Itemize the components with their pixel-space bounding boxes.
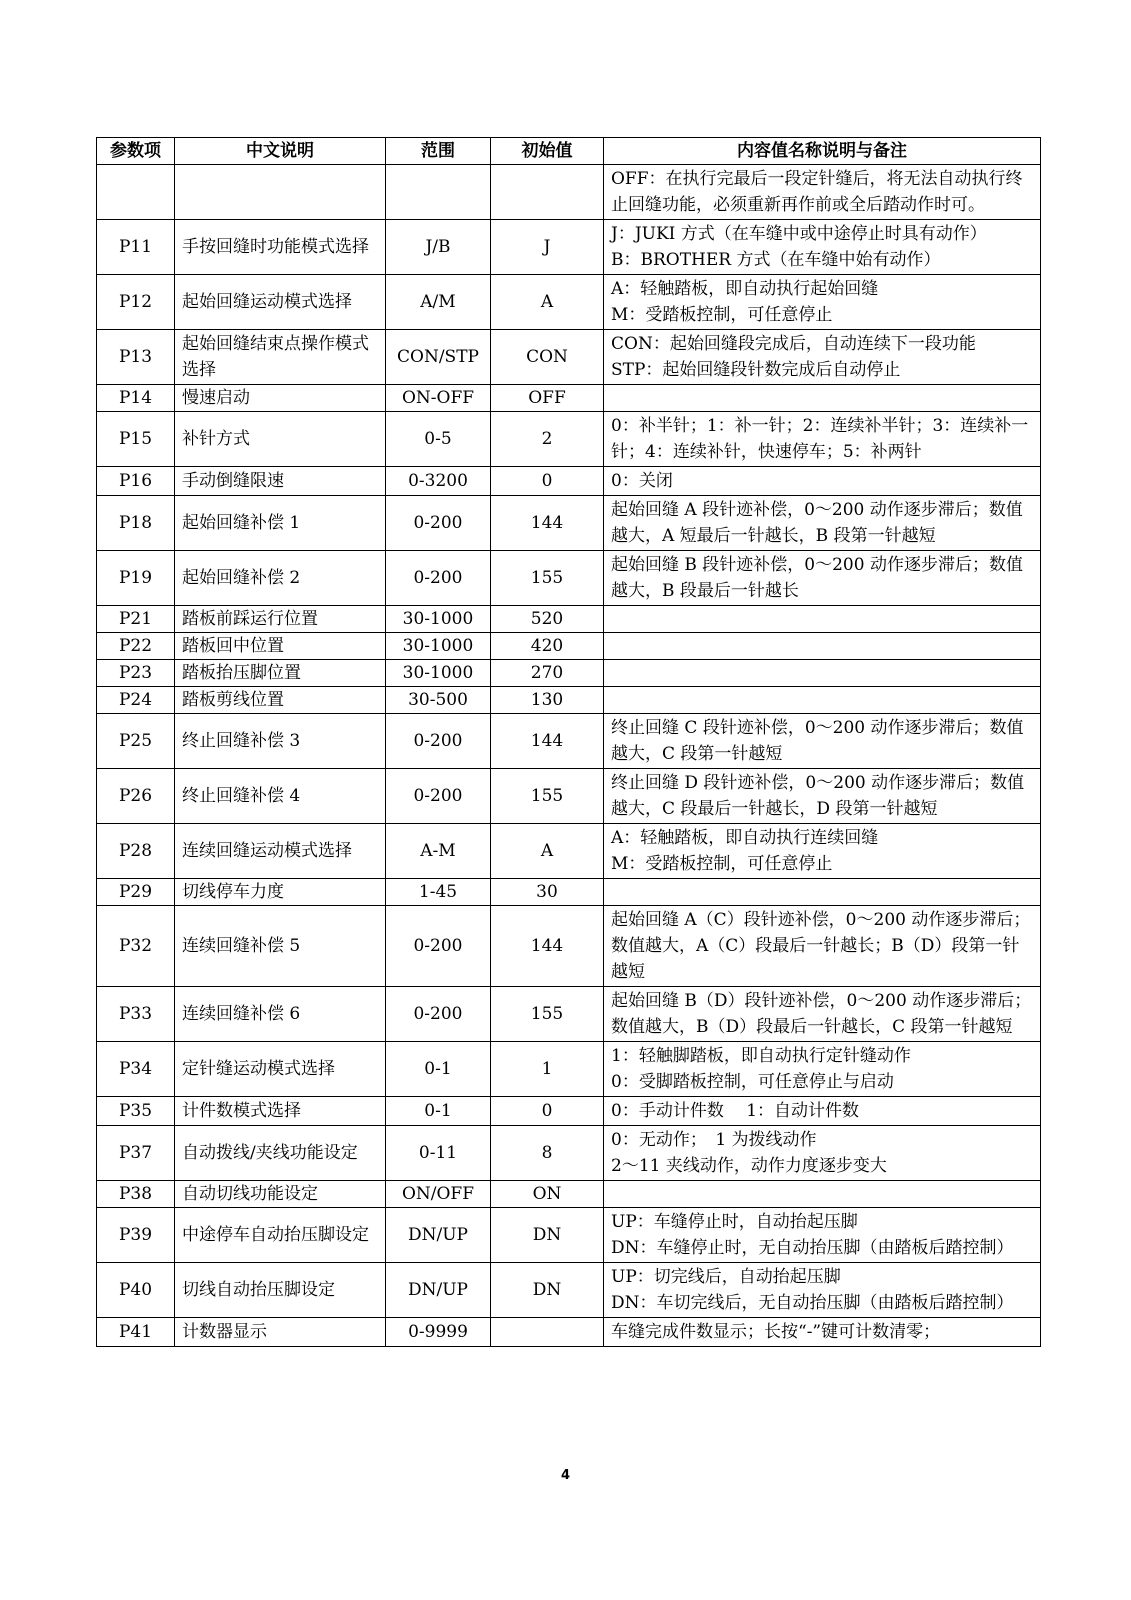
param-cell: P28: [97, 824, 175, 879]
remark-cell: A：轻触踏板，即自动执行连续回缝 M：受踏板控制，可任意停止: [604, 824, 1041, 879]
header-remark: 内容值名称说明与备注: [604, 138, 1041, 165]
param-cell: P32: [97, 906, 175, 987]
default-cell: 0: [491, 467, 604, 496]
description-cell: 踏板前踩运行位置: [175, 606, 386, 633]
range-cell: 0-1: [386, 1042, 491, 1097]
default-cell: 155: [491, 769, 604, 824]
header-range: 范围: [386, 138, 491, 165]
remark-cell: 终止回缝 D 段针迹补偿，0～200 动作逐步滞后；数值越大，C 段最后一针越长，D 段第一针越短: [604, 769, 1041, 824]
default-cell: 2: [491, 412, 604, 467]
range-cell: 0-200: [386, 769, 491, 824]
header-param: 参数项: [97, 138, 175, 165]
parameter-table: [96, 137, 1041, 1347]
description-cell: [175, 165, 386, 220]
description-cell: 慢速启动: [175, 385, 386, 412]
range-cell: A/M: [386, 275, 491, 330]
remark-cell: J：JUKI 方式（在车缝中或中途停止时具有动作） B：BROTHER 方式（在车缝中始有动作）: [604, 220, 1041, 275]
description-cell: 手动倒缝限速: [175, 467, 386, 496]
description-cell: 计件数模式选择: [175, 1097, 386, 1126]
param-cell: P38: [97, 1181, 175, 1208]
table-row: [97, 412, 1041, 467]
table-header-row: [97, 138, 1041, 165]
table-row: [97, 496, 1041, 551]
remark-cell: [604, 1181, 1041, 1208]
table-row: [97, 987, 1041, 1042]
range-cell: [386, 165, 491, 220]
table-row: [97, 660, 1041, 687]
param-cell: P19: [97, 551, 175, 606]
param-cell: P41: [97, 1318, 175, 1347]
param-cell: P12: [97, 275, 175, 330]
range-cell: A-M: [386, 824, 491, 879]
description-cell: 连续回缝补偿 6: [175, 987, 386, 1042]
remark-cell: 起始回缝 B（D）段针迹补偿，0～200 动作逐步滞后；数值越大，B（D）段最后一针越长，C 段第一针越短: [604, 987, 1041, 1042]
range-cell: 0-5: [386, 412, 491, 467]
default-cell: OFF: [491, 385, 604, 412]
remark-cell: [604, 687, 1041, 714]
header-default: 初始值: [491, 138, 604, 165]
description-cell: 起始回缝运动模式选择: [175, 275, 386, 330]
table-row: [97, 687, 1041, 714]
remark-cell: UP：切完线后，自动抬起压脚 DN：车切完线后，无自动抬压脚（由踏板后踏控制）: [604, 1263, 1041, 1318]
default-cell: 1: [491, 1042, 604, 1097]
default-cell: [491, 165, 604, 220]
default-cell: 144: [491, 714, 604, 769]
remark-cell: CON：起始回缝段完成后，自动连续下一段功能 STP：起始回缝段针数完成后自动停止: [604, 330, 1041, 385]
remark-cell: 起始回缝 A 段针迹补偿，0～200 动作逐步滞后；数值越大，A 短最后一针越长，B 段第一针越短: [604, 496, 1041, 551]
table-row: [97, 467, 1041, 496]
table-row: [97, 165, 1041, 220]
remark-cell: 0：无动作； 1 为拨线动作 2～11 夹线动作，动作力度逐步变大: [604, 1126, 1041, 1181]
description-cell: 终止回缝补偿 3: [175, 714, 386, 769]
default-cell: 420: [491, 633, 604, 660]
table-row: [97, 1263, 1041, 1318]
param-cell: P14: [97, 385, 175, 412]
remark-cell: [604, 606, 1041, 633]
range-cell: ON-OFF: [386, 385, 491, 412]
range-cell: 0-1: [386, 1097, 491, 1126]
param-cell: P29: [97, 879, 175, 906]
remark-cell: 起始回缝 A（C）段针迹补偿，0～200 动作逐步滞后；数值越大，A（C）段最后一针越长；B（D）段第一针越短: [604, 906, 1041, 987]
page-number: 4: [560, 1468, 571, 1483]
remark-cell: UP：车缝停止时，自动抬起压脚 DN：车缝停止时，无自动抬压脚（由踏板后踏控制）: [604, 1208, 1041, 1263]
range-cell: 0-200: [386, 496, 491, 551]
range-cell: J/B: [386, 220, 491, 275]
remark-cell: 起始回缝 B 段针迹补偿，0～200 动作逐步滞后；数值越大，B 段最后一针越长: [604, 551, 1041, 606]
param-cell: P16: [97, 467, 175, 496]
header-description: 中文说明: [175, 138, 386, 165]
remark-cell: OFF：在执行完最后一段定针缝后，将无法自动执行终止回缝功能，必须重新再作前或全后踏动作时可。: [604, 165, 1041, 220]
description-cell: 连续回缝补偿 5: [175, 906, 386, 987]
range-cell: 0-9999: [386, 1318, 491, 1347]
default-cell: CON: [491, 330, 604, 385]
range-cell: 30-1000: [386, 606, 491, 633]
range-cell: 30-1000: [386, 660, 491, 687]
description-cell: 切线自动抬压脚设定: [175, 1263, 386, 1318]
table-row: [97, 1181, 1041, 1208]
param-cell: P40: [97, 1263, 175, 1318]
description-cell: 踏板抬压脚位置: [175, 660, 386, 687]
remark-cell: 0：补半针；1：补一针；2：连续补半针；3：连续补一针；4：连续补针，快速停车；5：补两针: [604, 412, 1041, 467]
param-cell: P21: [97, 606, 175, 633]
table-row: [97, 824, 1041, 879]
remark-cell: 终止回缝 C 段针迹补偿，0～200 动作逐步滞后；数值越大，C 段第一针越短: [604, 714, 1041, 769]
table-row: [97, 879, 1041, 906]
default-cell: 0: [491, 1097, 604, 1126]
description-cell: 自动拨线/夹线功能设定: [175, 1126, 386, 1181]
table-row: [97, 275, 1041, 330]
table-row: [97, 1318, 1041, 1347]
range-cell: 0-200: [386, 551, 491, 606]
param-cell: P34: [97, 1042, 175, 1097]
description-cell: 起始回缝补偿 1: [175, 496, 386, 551]
range-cell: DN/UP: [386, 1263, 491, 1318]
param-cell: P35: [97, 1097, 175, 1126]
param-cell: P22: [97, 633, 175, 660]
param-cell: P25: [97, 714, 175, 769]
remark-cell: [604, 385, 1041, 412]
remark-cell: 0：关闭: [604, 467, 1041, 496]
table-row: [97, 220, 1041, 275]
table-row: [97, 633, 1041, 660]
default-cell: 155: [491, 551, 604, 606]
remark-cell: [604, 633, 1041, 660]
description-cell: 计数器显示: [175, 1318, 386, 1347]
default-cell: A: [491, 275, 604, 330]
table-row: [97, 1208, 1041, 1263]
param-cell: P18: [97, 496, 175, 551]
description-cell: 中途停车自动抬压脚设定: [175, 1208, 386, 1263]
default-cell: 8: [491, 1126, 604, 1181]
range-cell: 0-200: [386, 987, 491, 1042]
description-cell: 自动切线功能设定: [175, 1181, 386, 1208]
table-row: [97, 1097, 1041, 1126]
range-cell: 30-500: [386, 687, 491, 714]
range-cell: 0-3200: [386, 467, 491, 496]
default-cell: [491, 1318, 604, 1347]
table-row: [97, 714, 1041, 769]
description-cell: 补针方式: [175, 412, 386, 467]
range-cell: 1-45: [386, 879, 491, 906]
default-cell: 144: [491, 906, 604, 987]
remark-cell: 车缝完成件数显示；长按“-”键可计数清零；: [604, 1318, 1041, 1347]
description-cell: 起始回缝补偿 2: [175, 551, 386, 606]
table-row: [97, 1042, 1041, 1097]
range-cell: 0-200: [386, 714, 491, 769]
default-cell: DN: [491, 1208, 604, 1263]
param-cell: P13: [97, 330, 175, 385]
param-cell: [97, 165, 175, 220]
default-cell: J: [491, 220, 604, 275]
range-cell: ON/OFF: [386, 1181, 491, 1208]
default-cell: A: [491, 824, 604, 879]
description-cell: 切线停车力度: [175, 879, 386, 906]
default-cell: 144: [491, 496, 604, 551]
remark-cell: 1：轻触脚踏板，即自动执行定针缝动作 0：受脚踏板控制，可任意停止与启动: [604, 1042, 1041, 1097]
param-cell: P33: [97, 987, 175, 1042]
table-row: [97, 1126, 1041, 1181]
default-cell: 520: [491, 606, 604, 633]
description-cell: 踏板回中位置: [175, 633, 386, 660]
default-cell: 155: [491, 987, 604, 1042]
param-cell: P23: [97, 660, 175, 687]
default-cell: 270: [491, 660, 604, 687]
description-cell: 终止回缝补偿 4: [175, 769, 386, 824]
range-cell: 30-1000: [386, 633, 491, 660]
default-cell: DN: [491, 1263, 604, 1318]
table-row: [97, 551, 1041, 606]
remark-cell: [604, 660, 1041, 687]
param-cell: P39: [97, 1208, 175, 1263]
range-cell: 0-11: [386, 1126, 491, 1181]
description-cell: 定针缝运动模式选择: [175, 1042, 386, 1097]
description-cell: 手按回缝时功能模式选择: [175, 220, 386, 275]
remark-cell: 0：手动计件数 1：自动计件数: [604, 1097, 1041, 1126]
default-cell: 130: [491, 687, 604, 714]
range-cell: CON/STP: [386, 330, 491, 385]
remark-cell: A：轻触踏板，即自动执行起始回缝 M：受踏板控制，可任意停止: [604, 275, 1041, 330]
table-row: [97, 769, 1041, 824]
range-cell: 0-200: [386, 906, 491, 987]
range-cell: DN/UP: [386, 1208, 491, 1263]
param-cell: P26: [97, 769, 175, 824]
default-cell: 30: [491, 879, 604, 906]
param-cell: P11: [97, 220, 175, 275]
description-cell: 踏板剪线位置: [175, 687, 386, 714]
param-cell: P15: [97, 412, 175, 467]
param-cell: P37: [97, 1126, 175, 1181]
description-cell: 起始回缝结束点操作模式选择: [175, 330, 386, 385]
table-row: [97, 606, 1041, 633]
param-cell: P24: [97, 687, 175, 714]
remark-cell: [604, 879, 1041, 906]
table-row: [97, 330, 1041, 385]
table-row: [97, 906, 1041, 987]
description-cell: 连续回缝运动模式选择: [175, 824, 386, 879]
table-row: [97, 385, 1041, 412]
default-cell: ON: [491, 1181, 604, 1208]
